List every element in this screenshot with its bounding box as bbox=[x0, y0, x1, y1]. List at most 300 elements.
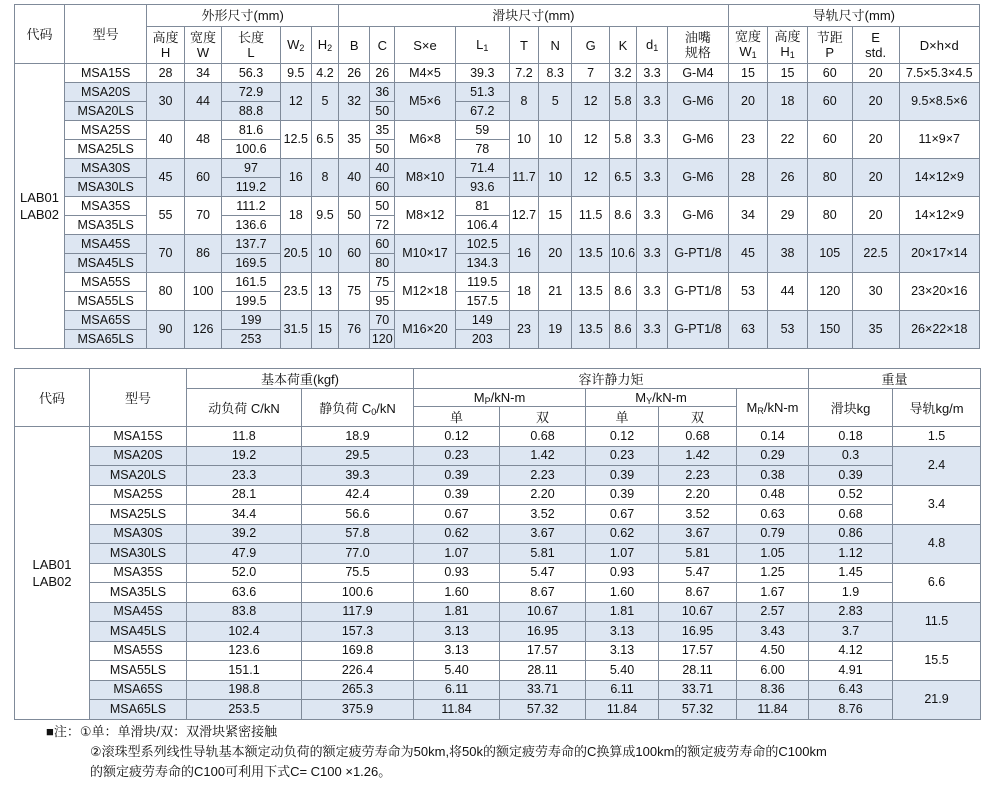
model-cell: MSA65LS bbox=[90, 700, 187, 720]
cell-W: 48 bbox=[184, 121, 222, 159]
my-double-cell: 57.32 bbox=[659, 700, 737, 720]
mr-cell: 1.67 bbox=[737, 583, 809, 603]
cell-P: 120 bbox=[807, 273, 852, 311]
header-Sxe: S×e bbox=[395, 27, 455, 64]
cell-P: 105 bbox=[807, 235, 852, 273]
model-cell: MSA15S bbox=[65, 64, 147, 83]
cell-H: 28 bbox=[147, 64, 185, 83]
header-d1: $d_1$ bbox=[636, 27, 667, 64]
rail-kg-cell: 1.5 bbox=[893, 427, 981, 447]
header-my-single: 单 bbox=[586, 407, 659, 427]
cell-oil: G-M6 bbox=[668, 83, 728, 121]
mp-single-cell: 3.13 bbox=[414, 641, 500, 661]
cell-H2: 10 bbox=[311, 235, 338, 273]
mp-single-cell: 0.93 bbox=[414, 563, 500, 583]
cell-RW1: 20 bbox=[728, 83, 768, 121]
cell-L: 111.2 bbox=[222, 197, 280, 216]
cell-oil: G-PT1/8 bbox=[668, 235, 728, 273]
mr-cell: 0.48 bbox=[737, 485, 809, 505]
cell-L1: 102.5 bbox=[455, 235, 509, 254]
cell-E: 20 bbox=[852, 64, 899, 83]
header-H: 高度 H bbox=[147, 27, 185, 64]
block-kg-cell: 1.12 bbox=[809, 544, 893, 564]
block-kg-cell: 4.91 bbox=[809, 661, 893, 681]
static-load-cell: 226.4 bbox=[302, 661, 414, 681]
model-cell: MSA15S bbox=[90, 427, 187, 447]
model-cell: MSA20S bbox=[65, 83, 147, 102]
cell-W2: 9.5 bbox=[280, 64, 311, 83]
dynamic-load-cell: 11.8 bbox=[187, 427, 302, 447]
model-cell: MSA30S bbox=[65, 159, 147, 178]
cell-G: 12 bbox=[572, 83, 610, 121]
cell-P: 150 bbox=[807, 311, 852, 349]
cell-B: 76 bbox=[339, 311, 370, 349]
block-kg-cell: 0.52 bbox=[809, 485, 893, 505]
static-load-cell: 57.8 bbox=[302, 524, 414, 544]
cell-C: 50 bbox=[370, 197, 395, 216]
cell-S: M16×20 bbox=[395, 311, 455, 349]
cell-L1: 81 bbox=[455, 197, 509, 216]
cell-W2: 18 bbox=[280, 197, 311, 235]
model-cell: MSA25LS bbox=[65, 140, 147, 159]
mr-cell: 2.57 bbox=[737, 602, 809, 622]
cell-N: 5 bbox=[539, 83, 572, 121]
cell-G: 13.5 bbox=[572, 273, 610, 311]
cell-C: 60 bbox=[370, 178, 395, 197]
cell-L1: 93.6 bbox=[455, 178, 509, 197]
cell-D: 7.5×5.3×4.5 bbox=[899, 64, 979, 83]
cell-d1: 3.3 bbox=[636, 159, 667, 197]
my-single-cell: 0.39 bbox=[586, 485, 659, 505]
cell-H: 90 bbox=[147, 311, 185, 349]
cell-C: 50 bbox=[370, 102, 395, 121]
header-H2: $H_2$ bbox=[311, 27, 338, 64]
dynamic-load-cell: 123.6 bbox=[187, 641, 302, 661]
cell-RW1: 23 bbox=[728, 121, 768, 159]
cell-H2: 13 bbox=[311, 273, 338, 311]
cell-oil: G-M6 bbox=[668, 197, 728, 235]
cell-S: M4×5 bbox=[395, 64, 455, 83]
my-single-cell: 0.93 bbox=[586, 563, 659, 583]
cell-S: M12×18 bbox=[395, 273, 455, 311]
block-kg-cell: 4.12 bbox=[809, 641, 893, 661]
model-cell: MSA65S bbox=[65, 311, 147, 330]
cell-H2: 5 bbox=[311, 83, 338, 121]
model-cell: MSA25S bbox=[90, 485, 187, 505]
cell-S: M6×8 bbox=[395, 121, 455, 159]
rail-kg-cell: 15.5 bbox=[893, 641, 981, 680]
cell-RH1: 44 bbox=[768, 273, 808, 311]
cell-H2: 6.5 bbox=[311, 121, 338, 159]
model-cell: MSA30LS bbox=[90, 544, 187, 564]
cell-d1: 3.3 bbox=[636, 64, 667, 83]
cell-oil: G-PT1/8 bbox=[668, 311, 728, 349]
header-code: 代码 bbox=[15, 369, 90, 427]
cell-C: 72 bbox=[370, 216, 395, 235]
block-kg-cell: 0.18 bbox=[809, 427, 893, 447]
header-static-load: 静负荷 $C_0/kN$ bbox=[302, 389, 414, 427]
dynamic-load-cell: 39.2 bbox=[187, 524, 302, 544]
cell-D: 20×17×14 bbox=[899, 235, 979, 273]
cell-B: 40 bbox=[339, 159, 370, 197]
cell-D: 23×20×16 bbox=[899, 273, 979, 311]
dynamic-load-cell: 83.8 bbox=[187, 602, 302, 622]
my-single-cell: 5.40 bbox=[586, 661, 659, 681]
static-load-cell: 29.5 bbox=[302, 446, 414, 466]
mp-double-cell: 1.42 bbox=[500, 446, 586, 466]
cell-G: 13.5 bbox=[572, 235, 610, 273]
my-single-cell: 1.60 bbox=[586, 583, 659, 603]
my-single-cell: 11.84 bbox=[586, 700, 659, 720]
mp-double-cell: 5.81 bbox=[500, 544, 586, 564]
cell-E: 30 bbox=[852, 273, 899, 311]
cell-H2: 15 bbox=[311, 311, 338, 349]
model-cell: MSA30LS bbox=[65, 178, 147, 197]
cell-G: 7 bbox=[572, 64, 610, 83]
cell-D: 11×9×7 bbox=[899, 121, 979, 159]
header-weight: 重量 bbox=[809, 369, 981, 389]
header-my: $M_Y/kN-m$ bbox=[586, 389, 737, 407]
dynamic-load-cell: 28.1 bbox=[187, 485, 302, 505]
rail-kg-cell: 2.4 bbox=[893, 446, 981, 485]
cell-L1: 59 bbox=[455, 121, 509, 140]
header-nozzle: 油嘴 规格 bbox=[668, 27, 728, 64]
mr-cell: 11.84 bbox=[737, 700, 809, 720]
cell-S: M5×6 bbox=[395, 83, 455, 121]
cell-E: 35 bbox=[852, 311, 899, 349]
dynamic-load-cell: 63.6 bbox=[187, 583, 302, 603]
cell-L1: 67.2 bbox=[455, 102, 509, 121]
cell-RH1: 38 bbox=[768, 235, 808, 273]
mr-cell: 0.29 bbox=[737, 446, 809, 466]
header-W1: 宽度 $W_1$ bbox=[728, 27, 768, 64]
cell-L: 88.8 bbox=[222, 102, 280, 121]
model-cell: MSA45S bbox=[65, 235, 147, 254]
cell-K: 6.5 bbox=[609, 159, 636, 197]
mr-cell: 1.05 bbox=[737, 544, 809, 564]
cell-W: 60 bbox=[184, 159, 222, 197]
mr-cell: 6.00 bbox=[737, 661, 809, 681]
dynamic-load-cell: 47.9 bbox=[187, 544, 302, 564]
mp-double-cell: 17.57 bbox=[500, 641, 586, 661]
cell-P: 60 bbox=[807, 83, 852, 121]
cell-H2: 9.5 bbox=[311, 197, 338, 235]
cell-W: 86 bbox=[184, 235, 222, 273]
code-cell: LAB01 LAB02 bbox=[15, 64, 65, 349]
cell-RH1: 22 bbox=[768, 121, 808, 159]
static-load-cell: 39.3 bbox=[302, 466, 414, 486]
model-cell: MSA45LS bbox=[65, 254, 147, 273]
mp-single-cell: 0.62 bbox=[414, 524, 500, 544]
mr-cell: 0.38 bbox=[737, 466, 809, 486]
cell-W: 100 bbox=[184, 273, 222, 311]
static-load-cell: 18.9 bbox=[302, 427, 414, 447]
cell-S: M8×10 bbox=[395, 159, 455, 197]
cell-L1: 51.3 bbox=[455, 83, 509, 102]
cell-P: 80 bbox=[807, 159, 852, 197]
cell-E: 20 bbox=[852, 83, 899, 121]
mp-double-cell: 2.23 bbox=[500, 466, 586, 486]
dynamic-load-cell: 23.3 bbox=[187, 466, 302, 486]
mr-cell: 4.50 bbox=[737, 641, 809, 661]
header-N: N bbox=[539, 27, 572, 64]
my-double-cell: 16.95 bbox=[659, 622, 737, 642]
header-rail-dims: 导轨尺寸(mm) bbox=[728, 5, 979, 27]
cell-D: 9.5×8.5×6 bbox=[899, 83, 979, 121]
cell-E: 20 bbox=[852, 197, 899, 235]
cell-H2: 4.2 bbox=[311, 64, 338, 83]
header-W2: $W_2$ bbox=[280, 27, 311, 64]
cell-W2: 31.5 bbox=[280, 311, 311, 349]
header-C: C bbox=[370, 27, 395, 64]
cell-C: 60 bbox=[370, 235, 395, 254]
cell-oil: G-M6 bbox=[668, 121, 728, 159]
static-load-cell: 157.3 bbox=[302, 622, 414, 642]
cell-D: 14×12×9 bbox=[899, 159, 979, 197]
cell-K: 3.2 bbox=[609, 64, 636, 83]
cell-C: 70 bbox=[370, 311, 395, 330]
dynamic-load-cell: 34.4 bbox=[187, 505, 302, 525]
my-double-cell: 17.57 bbox=[659, 641, 737, 661]
mr-cell: 1.25 bbox=[737, 563, 809, 583]
cell-L1: 149 bbox=[455, 311, 509, 330]
cell-P: 60 bbox=[807, 121, 852, 159]
cell-T: 8 bbox=[509, 83, 538, 121]
cell-RW1: 28 bbox=[728, 159, 768, 197]
block-kg-cell: 0.68 bbox=[809, 505, 893, 525]
cell-W2: 12 bbox=[280, 83, 311, 121]
cell-E: 20 bbox=[852, 159, 899, 197]
cell-T: 12.7 bbox=[509, 197, 538, 235]
static-load-cell: 169.8 bbox=[302, 641, 414, 661]
model-cell: MSA20LS bbox=[65, 102, 147, 121]
cell-D: 14×12×9 bbox=[899, 197, 979, 235]
dynamic-load-cell: 198.8 bbox=[187, 680, 302, 700]
header-rail-kg: 导轨kg/m bbox=[893, 389, 981, 427]
mp-single-cell: 1.60 bbox=[414, 583, 500, 603]
mp-single-cell: 6.11 bbox=[414, 680, 500, 700]
block-kg-cell: 3.7 bbox=[809, 622, 893, 642]
cell-D: 26×22×18 bbox=[899, 311, 979, 349]
model-cell: MSA55S bbox=[65, 273, 147, 292]
rail-kg-cell: 21.9 bbox=[893, 680, 981, 719]
cell-W: 126 bbox=[184, 311, 222, 349]
model-cell: MSA35S bbox=[65, 197, 147, 216]
my-double-cell: 5.81 bbox=[659, 544, 737, 564]
block-kg-cell: 1.9 bbox=[809, 583, 893, 603]
header-my-double: 双 bbox=[659, 407, 737, 427]
model-cell: MSA35LS bbox=[90, 583, 187, 603]
header-P: 节距 P bbox=[807, 27, 852, 64]
cell-H: 30 bbox=[147, 83, 185, 121]
cell-P: 60 bbox=[807, 64, 852, 83]
header-block-kg: 滑块kg bbox=[809, 389, 893, 427]
cell-L: 81.6 bbox=[222, 121, 280, 140]
cell-oil: G-M6 bbox=[668, 159, 728, 197]
cell-L: 136.6 bbox=[222, 216, 280, 235]
mp-double-cell: 0.68 bbox=[500, 427, 586, 447]
my-single-cell: 0.23 bbox=[586, 446, 659, 466]
dynamic-load-cell: 102.4 bbox=[187, 622, 302, 642]
cell-G: 12 bbox=[572, 159, 610, 197]
cell-K: 8.6 bbox=[609, 311, 636, 349]
header-mp-single: 单 bbox=[414, 407, 500, 427]
header-K: K bbox=[609, 27, 636, 64]
header-T: T bbox=[509, 27, 538, 64]
header-code: 代码 bbox=[15, 5, 65, 64]
cell-S: M10×17 bbox=[395, 235, 455, 273]
dynamic-load-cell: 52.0 bbox=[187, 563, 302, 583]
model-cell: MSA55LS bbox=[65, 292, 147, 311]
cell-RW1: 34 bbox=[728, 197, 768, 235]
cell-L: 119.2 bbox=[222, 178, 280, 197]
header-model: 型号 bbox=[65, 5, 147, 64]
header-mr: $M_R/kN-m$ bbox=[737, 389, 809, 427]
rail-kg-cell: 6.6 bbox=[893, 563, 981, 602]
dynamic-load-cell: 253.5 bbox=[187, 700, 302, 720]
mp-single-cell: 0.67 bbox=[414, 505, 500, 525]
rail-kg-cell: 4.8 bbox=[893, 524, 981, 563]
cell-B: 75 bbox=[339, 273, 370, 311]
cell-oil: G-PT1/8 bbox=[668, 273, 728, 311]
cell-P: 80 bbox=[807, 197, 852, 235]
model-cell: MSA20S bbox=[90, 446, 187, 466]
cell-L1: 39.3 bbox=[455, 64, 509, 83]
cell-W: 44 bbox=[184, 83, 222, 121]
cell-G: 13.5 bbox=[572, 311, 610, 349]
cell-N: 20 bbox=[539, 235, 572, 273]
cell-RH1: 53 bbox=[768, 311, 808, 349]
cell-W: 70 bbox=[184, 197, 222, 235]
block-kg-cell: 1.45 bbox=[809, 563, 893, 583]
my-single-cell: 0.12 bbox=[586, 427, 659, 447]
cell-N: 8.3 bbox=[539, 64, 572, 83]
mp-double-cell: 3.67 bbox=[500, 524, 586, 544]
header-static-moment: 容许静力矩 bbox=[414, 369, 809, 389]
mr-cell: 0.14 bbox=[737, 427, 809, 447]
cell-W2: 12.5 bbox=[280, 121, 311, 159]
cell-N: 10 bbox=[539, 159, 572, 197]
my-double-cell: 8.67 bbox=[659, 583, 737, 603]
note-2: ②滚珠型系列线性导轨基本额定动负荷的额定疲劳寿命为50km,将50k的额定疲劳寿命的C换算成100km的额定疲劳寿命的C100km bbox=[90, 744, 827, 759]
my-single-cell: 0.67 bbox=[586, 505, 659, 525]
note-1: ■注：①单：单滑块/双：双滑块紧密接触 bbox=[46, 724, 278, 739]
cell-C: 35 bbox=[370, 121, 395, 140]
cell-N: 15 bbox=[539, 197, 572, 235]
mp-double-cell: 8.67 bbox=[500, 583, 586, 603]
my-single-cell: 0.39 bbox=[586, 466, 659, 486]
cell-d1: 3.3 bbox=[636, 121, 667, 159]
cell-T: 11.7 bbox=[509, 159, 538, 197]
cell-H: 70 bbox=[147, 235, 185, 273]
cell-C: 75 bbox=[370, 273, 395, 292]
cell-C: 80 bbox=[370, 254, 395, 273]
model-cell: MSA25LS bbox=[90, 505, 187, 525]
mr-cell: 8.36 bbox=[737, 680, 809, 700]
mp-single-cell: 0.12 bbox=[414, 427, 500, 447]
static-load-cell: 42.4 bbox=[302, 485, 414, 505]
cell-L: 137.7 bbox=[222, 235, 280, 254]
cell-d1: 3.3 bbox=[636, 197, 667, 235]
mr-cell: 3.43 bbox=[737, 622, 809, 642]
cell-d1: 3.3 bbox=[636, 273, 667, 311]
cell-N: 19 bbox=[539, 311, 572, 349]
mp-single-cell: 0.39 bbox=[414, 466, 500, 486]
footnotes bbox=[46, 722, 986, 782]
my-double-cell: 0.68 bbox=[659, 427, 737, 447]
header-mp: $M_P/kN-m$ bbox=[414, 389, 586, 407]
cell-d1: 3.3 bbox=[636, 311, 667, 349]
mp-double-cell: 57.32 bbox=[500, 700, 586, 720]
my-single-cell: 3.13 bbox=[586, 641, 659, 661]
cell-T: 16 bbox=[509, 235, 538, 273]
cell-L: 199.5 bbox=[222, 292, 280, 311]
static-load-cell: 75.5 bbox=[302, 563, 414, 583]
static-load-cell: 100.6 bbox=[302, 583, 414, 603]
block-kg-cell: 6.43 bbox=[809, 680, 893, 700]
mp-double-cell: 28.11 bbox=[500, 661, 586, 681]
cell-G: 12 bbox=[572, 121, 610, 159]
mp-double-cell: 5.47 bbox=[500, 563, 586, 583]
cell-C: 40 bbox=[370, 159, 395, 178]
model-cell: MSA65S bbox=[90, 680, 187, 700]
dimensions-table bbox=[14, 4, 980, 349]
block-kg-cell: 8.76 bbox=[809, 700, 893, 720]
my-single-cell: 1.07 bbox=[586, 544, 659, 564]
mp-double-cell: 10.67 bbox=[500, 602, 586, 622]
static-load-cell: 265.3 bbox=[302, 680, 414, 700]
model-cell: MSA65LS bbox=[65, 330, 147, 349]
cell-C: 120 bbox=[370, 330, 395, 349]
my-double-cell: 3.67 bbox=[659, 524, 737, 544]
cell-L1: 203 bbox=[455, 330, 509, 349]
cell-B: 60 bbox=[339, 235, 370, 273]
code-cell: LAB01 LAB02 bbox=[15, 427, 90, 720]
cell-K: 5.8 bbox=[609, 121, 636, 159]
cell-C: 95 bbox=[370, 292, 395, 311]
mp-double-cell: 3.52 bbox=[500, 505, 586, 525]
model-cell: MSA55S bbox=[90, 641, 187, 661]
my-single-cell: 3.13 bbox=[586, 622, 659, 642]
model-cell: MSA30S bbox=[90, 524, 187, 544]
cell-W2: 23.5 bbox=[280, 273, 311, 311]
block-kg-cell: 0.3 bbox=[809, 446, 893, 466]
header-basic-load: 基本荷重(kgf) bbox=[187, 369, 414, 389]
cell-RW1: 53 bbox=[728, 273, 768, 311]
cell-K: 10.6 bbox=[609, 235, 636, 273]
header-B: B bbox=[339, 27, 370, 64]
mp-single-cell: 1.07 bbox=[414, 544, 500, 564]
mp-single-cell: 5.40 bbox=[414, 661, 500, 681]
cell-RH1: 15 bbox=[768, 64, 808, 83]
cell-L: 161.5 bbox=[222, 273, 280, 292]
cell-L: 253 bbox=[222, 330, 280, 349]
mp-double-cell: 2.20 bbox=[500, 485, 586, 505]
cell-B: 50 bbox=[339, 197, 370, 235]
cell-C: 36 bbox=[370, 83, 395, 102]
header-mp-double: 双 bbox=[500, 407, 586, 427]
cell-T: 7.2 bbox=[509, 64, 538, 83]
model-cell: MSA55LS bbox=[90, 661, 187, 681]
header-L: 长度 L bbox=[222, 27, 280, 64]
cell-C: 50 bbox=[370, 140, 395, 159]
cell-RH1: 18 bbox=[768, 83, 808, 121]
cell-L: 169.5 bbox=[222, 254, 280, 273]
cell-N: 10 bbox=[539, 121, 572, 159]
cell-W2: 20.5 bbox=[280, 235, 311, 273]
header-Dhd: D×h×d bbox=[899, 27, 979, 64]
cell-H: 80 bbox=[147, 273, 185, 311]
